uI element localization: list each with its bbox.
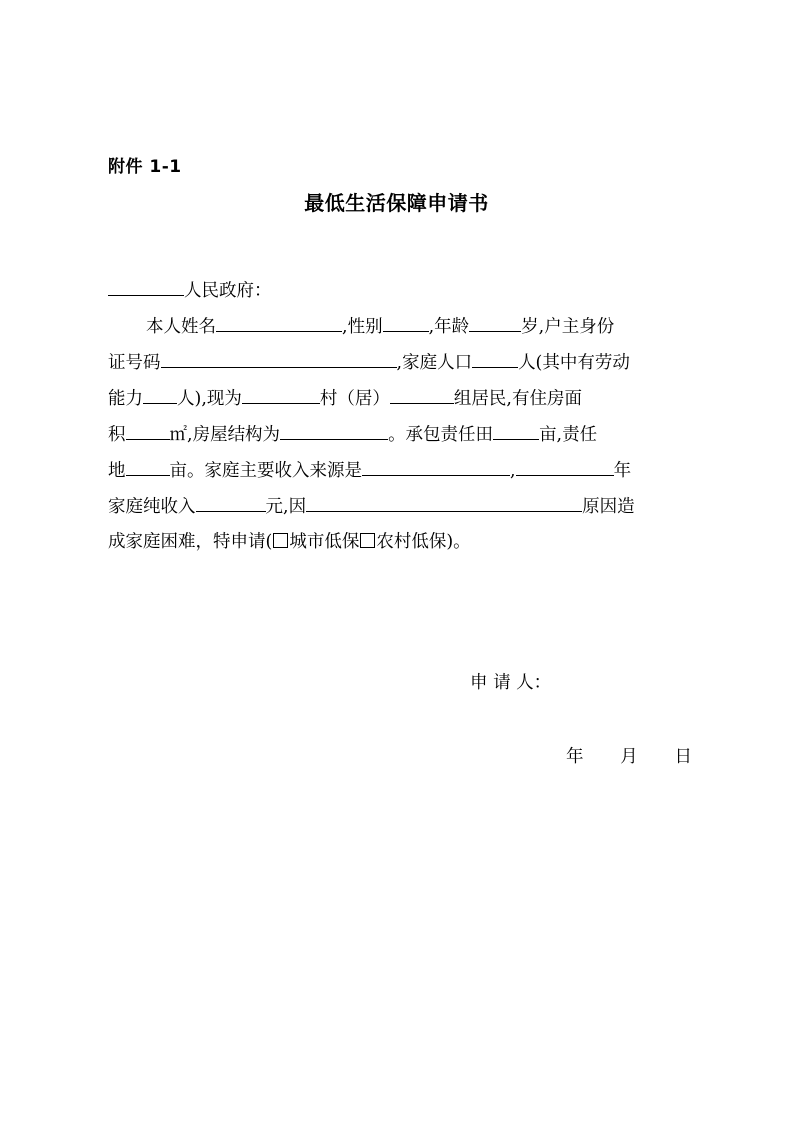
hardship-text: 成家庭困难，特申请(	[108, 532, 273, 552]
area-label: 积	[108, 425, 126, 445]
housing-area-blank[interactable]	[126, 422, 170, 440]
responsibility-land-blank[interactable]	[126, 458, 170, 476]
comma-text: ,	[510, 461, 516, 481]
year-blank[interactable]	[516, 458, 614, 476]
name-label: 本人姓名	[146, 317, 216, 337]
household-size-blank[interactable]	[472, 350, 518, 368]
month-text: 月	[620, 747, 638, 767]
contract-land-label: 。承包责任田	[388, 425, 494, 445]
village-label: 村（居）	[319, 389, 390, 409]
contract-land-blank[interactable]	[493, 422, 539, 440]
year-text: 年	[566, 747, 584, 767]
structure-label: ㎡,房屋结构为	[169, 425, 281, 445]
labor-capacity-blank[interactable]	[143, 386, 177, 404]
land-label: 地	[108, 461, 126, 481]
form-line-6	[108, 494, 698, 518]
net-income-label: 家庭纯收入	[108, 497, 196, 517]
group-suffix-text: 组居民,有住房面	[453, 389, 582, 409]
date-line	[566, 745, 692, 769]
labor-capacity-label: 能力	[108, 389, 143, 409]
group-blank[interactable]	[390, 386, 454, 404]
contract-land-suffix: 亩,责任	[539, 425, 598, 445]
form-line-4	[108, 422, 698, 446]
form-line-5	[108, 458, 698, 482]
addressee-text: 人民政府：	[184, 281, 272, 301]
reason-label: 元,因	[265, 497, 307, 517]
government-name-blank[interactable]	[108, 278, 184, 296]
addressee-line	[108, 278, 698, 302]
name-blank[interactable]	[216, 314, 342, 332]
rural-subsidy-label: 农村低保)。	[376, 532, 471, 552]
document-title: 最低生活保障申请书	[304, 191, 489, 215]
attachment-label: 附件 1-1	[108, 157, 182, 177]
current-village-label: 人),现为	[177, 389, 242, 409]
reason-blank[interactable]	[306, 494, 582, 512]
id-number-blank[interactable]	[161, 350, 397, 368]
urban-subsidy-label: 城市低保	[289, 532, 360, 552]
year-label: 年	[613, 461, 632, 481]
day-text: 日	[674, 747, 692, 767]
village-blank[interactable]	[242, 386, 320, 404]
form-line-7	[108, 530, 698, 554]
income-source-label: 亩。家庭主要收入来源是	[169, 461, 362, 481]
age-suffix-text: 岁,户主身份	[521, 317, 615, 337]
age-label: ,年龄	[428, 317, 470, 337]
reason-suffix-text: 原因造	[582, 497, 635, 517]
net-income-blank[interactable]	[196, 494, 266, 512]
applicant-label: 申 请 人：	[470, 673, 552, 693]
income-source-blank[interactable]	[362, 458, 510, 476]
household-size-suffix: 人(其中有劳动	[518, 353, 630, 373]
form-line-1	[108, 314, 698, 338]
gender-blank[interactable]	[383, 314, 429, 332]
house-structure-blank[interactable]	[280, 422, 388, 440]
household-size-label: ,家庭人口	[396, 353, 473, 373]
form-line-3	[108, 386, 698, 410]
form-line-2	[108, 350, 698, 374]
rural-subsidy-checkbox[interactable]	[360, 533, 375, 548]
gender-label: ,性别	[342, 317, 383, 337]
id-number-label: 证号码	[108, 353, 161, 373]
age-blank[interactable]	[469, 314, 521, 332]
urban-subsidy-checkbox[interactable]	[273, 533, 288, 548]
